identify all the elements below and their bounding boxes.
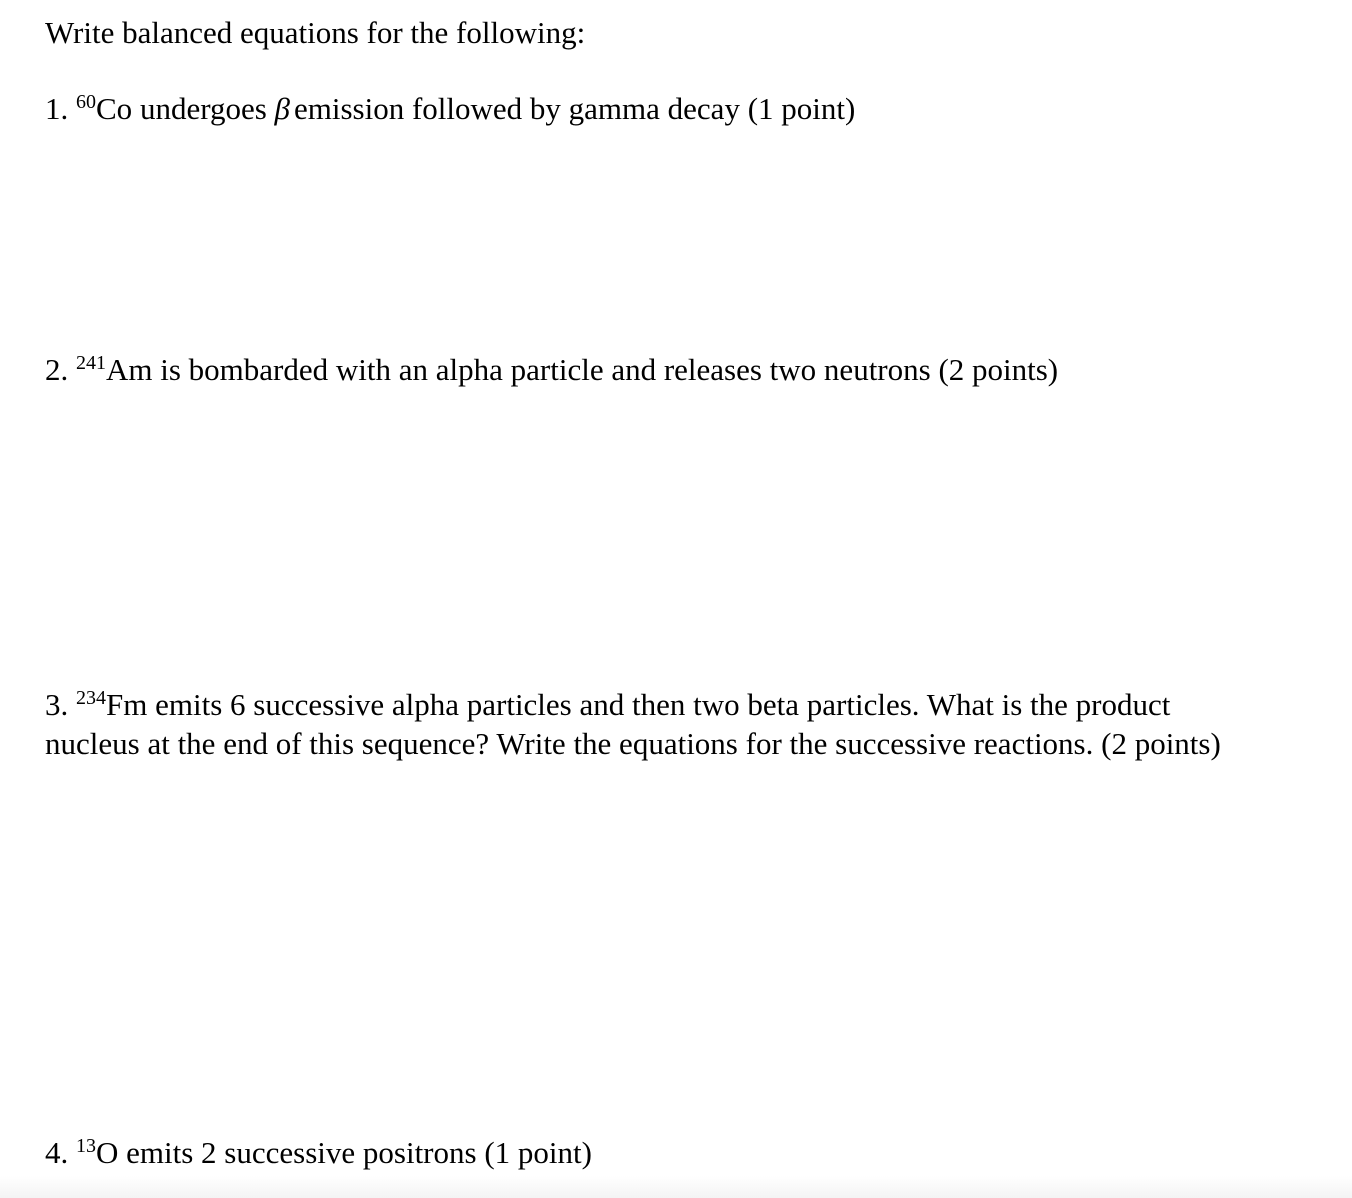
question-2-number: 2. [45,352,69,387]
question-2-text: is bombarded with an alpha particle and releases two neutrons (2 points) [160,352,1059,387]
question-1-mass-number: 60 [76,91,96,113]
question-1 [45,90,855,128]
question-4-mass-number: 13 [76,1135,96,1157]
question-3-number: 3. [45,687,69,722]
question-4 [45,1134,592,1172]
question-1-text-before: undergoes [139,91,267,126]
question-4-number: 4. [45,1135,69,1170]
page-bottom-edge [0,1176,1352,1198]
question-2-element: Am [106,352,153,387]
question-3-element: Fm [106,687,148,722]
question-1-number: 1. [45,91,69,126]
question-3-text-line-2: nucleus at the end of this sequence? Write the equations for the successive reactions. (2 points) [45,726,1221,761]
question-2 [45,351,1058,389]
question-4-text: emits 2 successive positrons (1 point) [126,1135,592,1170]
question-3-line-1 [45,686,1170,724]
question-1-text-after: emission followed by gamma decay (1 point) [294,91,856,126]
instructions-heading [45,14,585,52]
question-2-mass-number: 241 [76,352,106,374]
question-4-element: O [96,1135,119,1170]
question-1-element: Co [96,91,133,126]
beta-symbol: β [274,91,290,126]
instructions-text: Write balanced equations for the following: [45,15,586,50]
question-3-line-2 [45,725,1221,763]
question-3-text-line-1: emits 6 successive alpha particles and then two beta particles. What is the product [155,687,1171,722]
question-3-mass-number: 234 [76,687,106,709]
